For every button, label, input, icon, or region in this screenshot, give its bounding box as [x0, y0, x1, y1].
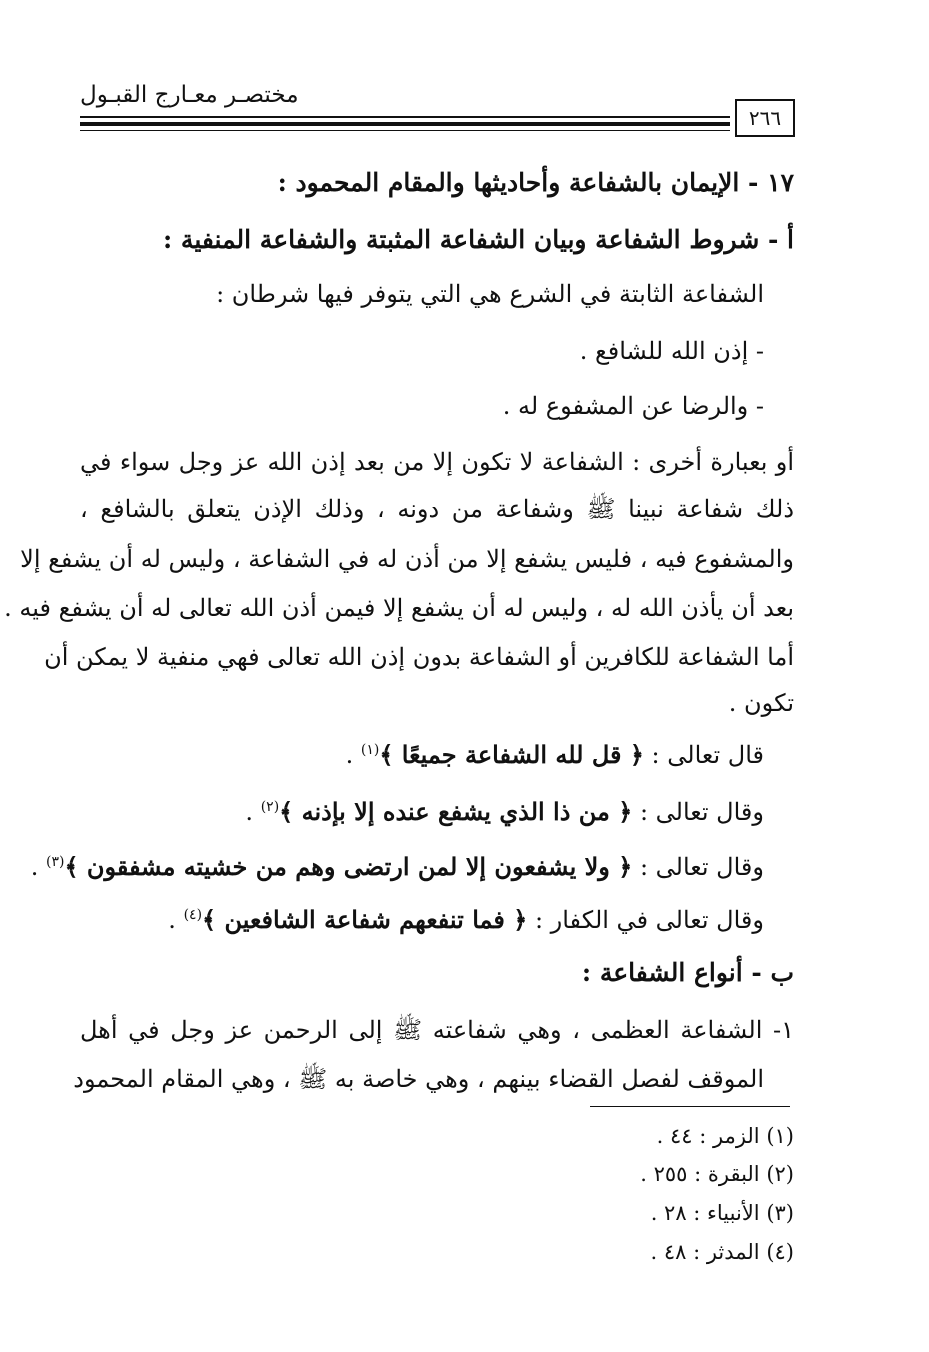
subheading-b: ب - أنواع الشفاعة :: [581, 958, 794, 987]
quran-verse: ﴿ من ذا الذي يشفع عنده إلا بإذنه ﴾: [279, 797, 633, 826]
condition-1: - إذن الله للشافع .: [579, 337, 764, 365]
subheading-a: أ - شروط الشفاعة وبيان الشفاعة المثبتة والشفاعة المنفية :: [163, 225, 794, 254]
paragraph-line: الموقف لفصل القضاء بينهم ، وهي خاصة به ﷺ ، وهي المقام المحمود: [73, 1065, 764, 1093]
verse-end: .: [168, 906, 176, 934]
footnote: (٣) الأنبياء : ٢٨ .: [650, 1201, 794, 1225]
verse-end: .: [245, 798, 254, 826]
footnote-ref: (٤): [183, 907, 203, 923]
paragraph-line: تكون .: [728, 689, 794, 717]
paragraph-line: ١- الشفاعة العظمى ، وهي شفاعته ﷺ إلى الرحمن عز وجل في أهل: [80, 1016, 794, 1044]
verse-intro: وقال تعالى :: [639, 853, 764, 881]
paragraph-line: أما الشفاعة للكافرين أو الشفاعة بدون إذن الله تعالى فهي منفية لا يمكن أن: [44, 643, 794, 671]
conditions-intro: الشفاعة الثابتة في الشرع هي التي يتوفر فيها شرطان :: [216, 280, 764, 308]
page-number: ٢٦٦: [748, 106, 782, 130]
quran-verse: ﴿ قل لله الشفاعة جميعًا ﴾: [379, 740, 644, 769]
footnote-ref: (٢): [260, 799, 280, 815]
footnote-ref: (٣): [45, 854, 65, 870]
verse-intro: قال تعالى :: [651, 741, 764, 769]
paragraph-line: والمشفوع فيه ، فليس يشفع إلا من أذن له في الشفاعة ، وليس له أن يشفع إلا: [20, 545, 794, 573]
verse-end: .: [30, 853, 39, 881]
verse-intro: وقال تعالى :: [639, 798, 764, 826]
section-heading: ١٧ - الإيمان بالشفاعة وأحاديثها والمقام المحمود :: [277, 168, 794, 197]
footnote: (١) الزمر : ٤٤ .: [656, 1124, 794, 1148]
verse-intro: وقال تعالى في الكفار :: [534, 906, 764, 934]
paragraph-line: بعد أن يأذن الله له ، وليس له أن يشفع إلا فيمن أذن الله تعالى له أن يشفع فيه .: [4, 594, 794, 622]
paragraph-line: ذلك شفاعة نبينا ﷺ وشفاعة من دونه ، وذلك الإذن يتعلق بالشافع ،: [80, 495, 794, 523]
verse-line-4: [80, 905, 764, 934]
verse-line-3: [30, 852, 764, 881]
verse-end: .: [345, 741, 354, 769]
paragraph-line: أو بعبارة أخرى : الشفاعة لا تكون إلا من بعد إذن الله عز وجل سواء في: [80, 448, 794, 476]
footnote: (٢) البقرة : ٢٥٥ .: [640, 1162, 794, 1186]
header-rule: [80, 116, 730, 118]
page-number-box: [735, 99, 795, 137]
verse-line-1: [80, 740, 764, 769]
header-rule-thick: [80, 122, 730, 126]
footnote-ref: (١): [360, 742, 380, 758]
footnote: (٤) المدثر : ٤٨ .: [650, 1240, 794, 1264]
footnote-rule: [590, 1106, 790, 1107]
verse-line-2: [80, 797, 764, 826]
quran-verse: ﴿ ولا يشفعون إلا لمن ارتضى وهم من خشيته مشفقون ﴾: [64, 852, 633, 881]
condition-2: - والرضا عن المشفوع له .: [502, 392, 764, 420]
quran-verse: ﴿ فما تنفعهم شفاعة الشافعين ﴾: [202, 905, 528, 934]
header-rule-thin: [80, 130, 730, 131]
running-title: مختصـر معـارج القبـول: [80, 82, 299, 108]
